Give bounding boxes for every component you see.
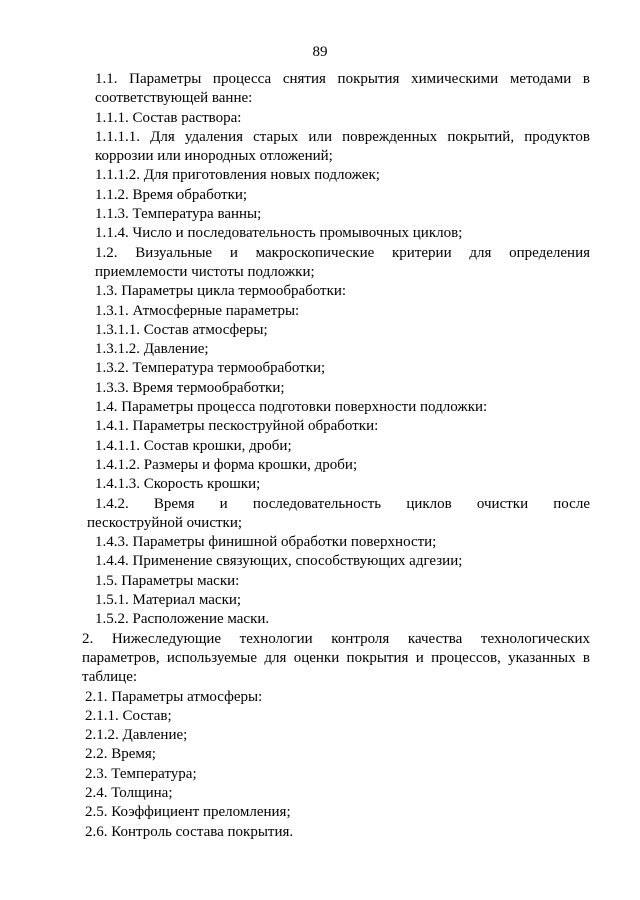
- paragraph-2-1-1: 2.1.1. Состав;: [85, 707, 172, 724]
- paragraph-1-1-2: 1.1.2. Время обработки;: [95, 186, 248, 203]
- paragraph-1-1-1-2: 1.1.1.2. Для приготовления новых подложек;: [95, 167, 380, 184]
- paragraph-1-4-4: 1.4.4. Применение связующих, способствующих адгезии;: [95, 553, 463, 570]
- paragraph-1-3-1-2: 1.3.1.2. Давление;: [95, 341, 209, 358]
- paragraph-line: 1.1.1.1. Для удаления старых или поврежденных покрытий, продуктов: [95, 128, 590, 145]
- paragraph-2-1: 2.1. Параметры атмосферы:: [85, 688, 263, 705]
- paragraph-1-3-2: 1.3.2. Температура термообработки;: [95, 360, 326, 377]
- paragraph-1-5-2: 1.5.2. Расположение маски.: [95, 611, 270, 628]
- paragraph-1-4-1-3: 1.4.1.3. Скорость крошки;: [95, 476, 261, 493]
- paragraph-line: 2. Нижеследующие технологии контроля качества технологических: [82, 630, 590, 647]
- paragraph-2-3: 2.3. Температура;: [85, 765, 197, 782]
- paragraph-line: соответствующей ванне:: [95, 90, 253, 107]
- paragraph-1-4-1-1: 1.4.1.1. Состав крошки, дроби;: [95, 437, 292, 454]
- paragraph-line: 1.4.2. Время и последовательность циклов очистки после: [95, 495, 590, 512]
- paragraph-1-3-1: 1.3.1. Атмосферные параметры:: [95, 302, 300, 319]
- paragraph-line: 1.2. Визуальные и макроскопические критерии для определения: [95, 244, 590, 261]
- paragraph-1-5: 1.5. Параметры маски:: [95, 572, 240, 589]
- paragraph-line: таблице:: [82, 669, 138, 686]
- paragraph-line: коррозии или инородных отложений;: [95, 148, 333, 165]
- paragraph-1-1-4: 1.1.4. Число и последовательность промывочных циклов;: [95, 225, 463, 242]
- paragraph-line: пескоструйной очистки;: [87, 514, 243, 531]
- paragraph-1-1-3: 1.1.3. Температура ванны;: [95, 206, 262, 223]
- paragraph-1-4: 1.4. Параметры процесса подготовки поверхности подложки:: [95, 399, 488, 416]
- paragraph-1-1: [60, 70, 590, 109]
- paragraph-2-4: 2.4. Толщина;: [85, 784, 173, 801]
- paragraph-1-3-1-1: 1.3.1.1. Состав атмосферы;: [95, 321, 268, 338]
- paragraph-1-4-1-2: 1.4.1.2. Размеры и форма крошки, дроби;: [95, 456, 358, 473]
- paragraph-1-3: 1.3. Параметры цикла термообработки:: [95, 283, 347, 300]
- paragraph-line: параметров, используемые для оценки покрытия и процессов, указанных в: [82, 649, 590, 666]
- paragraph-2-5: 2.5. Коэффициент преломления;: [85, 804, 291, 821]
- paragraph-1-1-1: 1.1.1. Состав раствора:: [95, 109, 242, 126]
- paragraph-2-1-2: 2.1.2. Давление;: [85, 727, 188, 744]
- document-body: [60, 70, 590, 842]
- paragraph-1-4-1: 1.4.1. Параметры пескоструйной обработки:: [95, 418, 379, 435]
- paragraph-2: [50, 630, 590, 688]
- page-number: 89: [312, 44, 328, 60]
- paragraph-2-6: 2.6. Контроль состава покрытия.: [85, 823, 294, 840]
- paragraph-1-4-3: 1.4.3. Параметры финишной обработки поверхности;: [95, 534, 437, 551]
- paragraph-1-1-1-1: [60, 128, 590, 167]
- paragraph-1-3-3: 1.3.3. Время термообработки;: [95, 379, 285, 396]
- paragraph-1-4-2: [60, 495, 590, 534]
- paragraph-1-5-1: 1.5.1. Материал маски;: [95, 592, 242, 609]
- paragraph-2-2: 2.2. Время;: [85, 746, 156, 763]
- paragraph-line: 1.1. Параметры процесса снятия покрытия химическими методами в: [95, 71, 590, 87]
- paragraph-1-2: [60, 244, 590, 283]
- paragraph-line: приемлемости чистоты подложки;: [95, 263, 315, 280]
